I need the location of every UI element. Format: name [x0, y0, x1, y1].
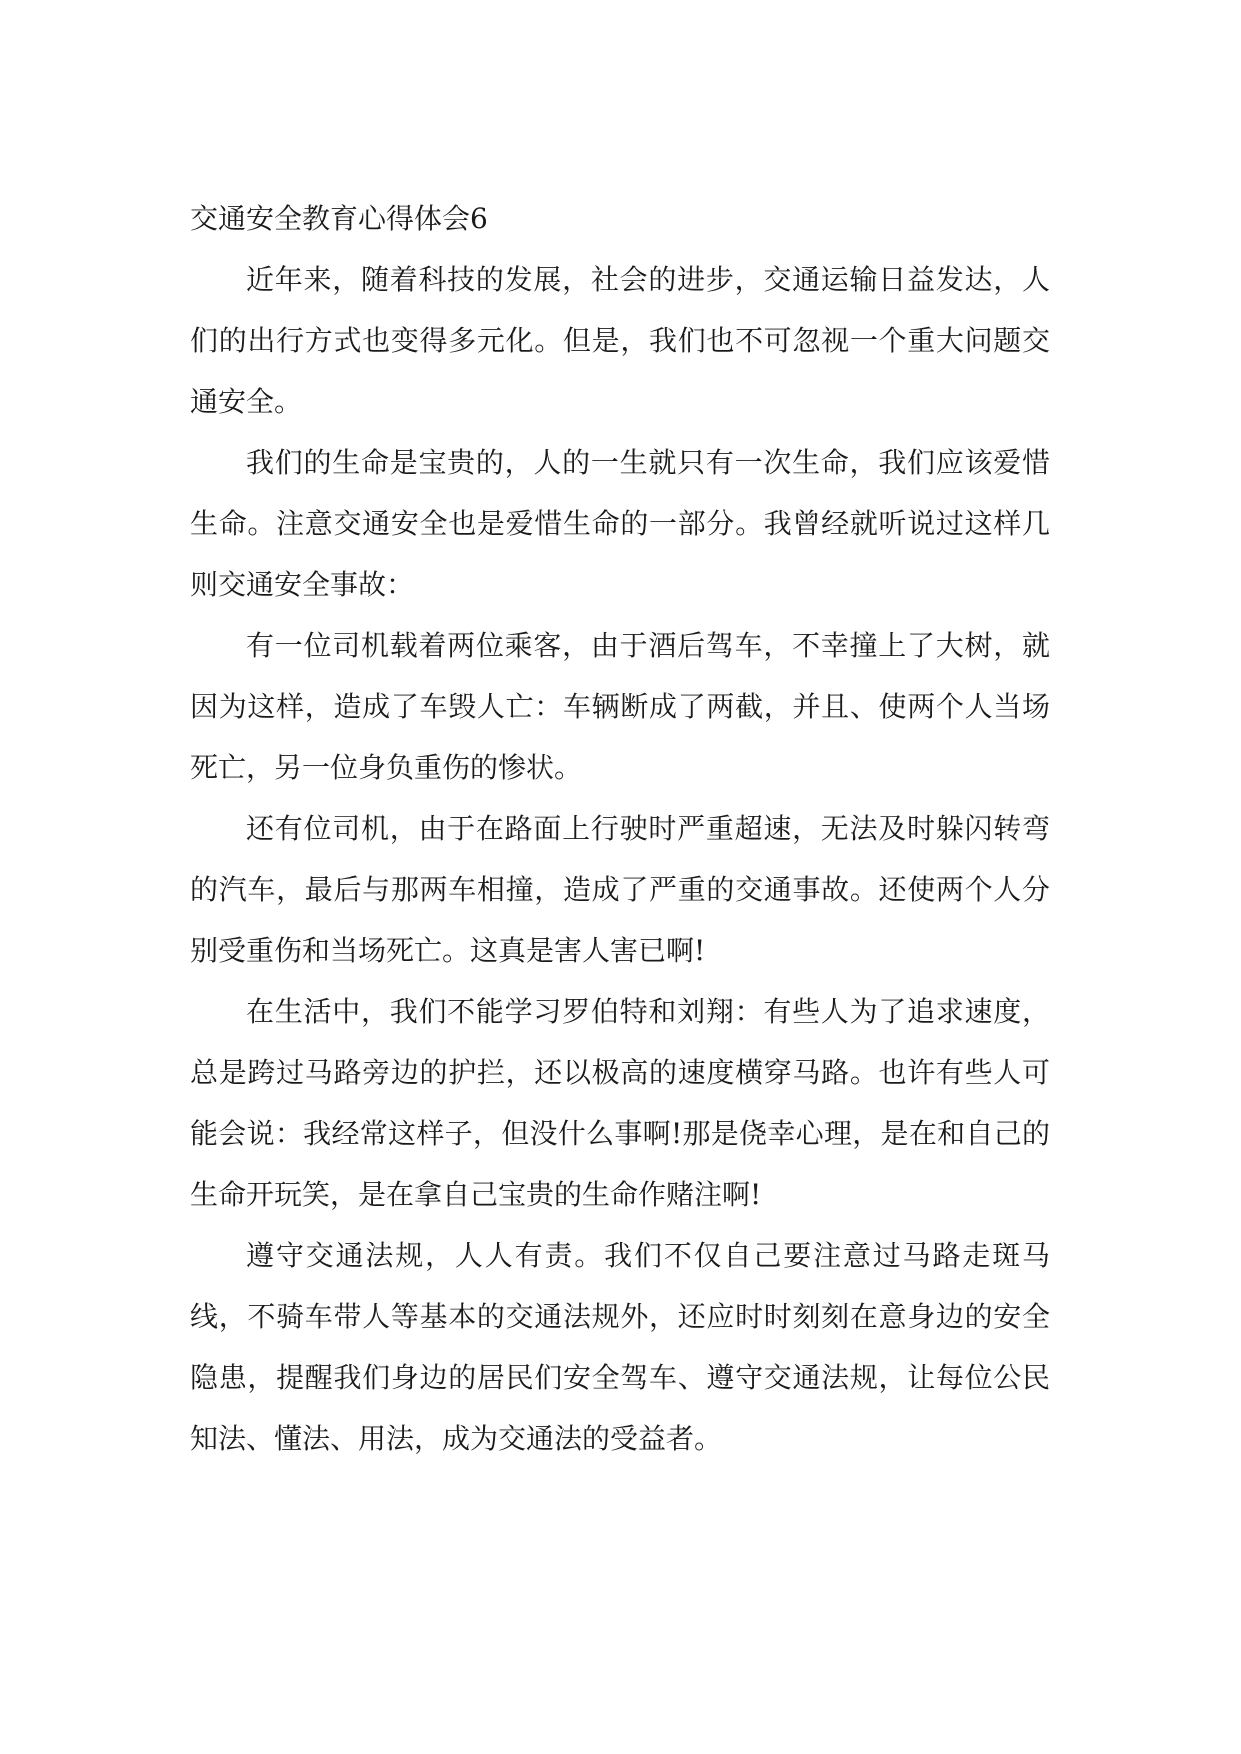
paragraph-5: 在生活中，我们不能学习罗伯特和刘翔：有些人为了追求速度，总是跨过马路旁边的护拦，还以极高的速度横穿马路。也许有些人可能会说：我经常这样子，但没什么事啊!那是侥幸心理，是在和自己的生命开玩笑，是在拿自己宝贵的生命作赌注啊!: [190, 995, 1050, 1211]
paragraph-6: 遵守交通法规，人人有责。我们不仅自己要注意过马路走斑马线，不骑车带人等基本的交通法规外，还应时时刻刻在意身边的安全隐患，提醒我们身边的居民们安全驾车、遵守交通法规，让每位公民知法、懂法、用法，成为交通法的受益者。: [190, 1239, 1050, 1455]
document-title: 交通安全教育心得体会6: [190, 202, 488, 235]
paragraph-2: 我们的生命是宝贵的，人的一生就只有一次生命，我们应该爱惜生命。注意交通安全也是爱惜生命的一部分。我曾经就听说过这样几则交通安全事故：: [190, 446, 1050, 601]
paragraph-3: 有一位司机载着两位乘客，由于酒后驾车，不幸撞上了大树，就因为这样，造成了车毁人亡：车辆断成了两截，并且、使两个人当场死亡，另一位身负重伤的惨状。: [190, 629, 1050, 784]
paragraph-1: 近年来，随着科技的发展，社会的进步，交通运输日益发达，人们的出行方式也变得多元化。但是，我们也不可忽视一个重大问题交通安全。: [190, 263, 1050, 418]
document-body: [190, 188, 1050, 1469]
paragraph-4: 还有位司机，由于在路面上行驶时严重超速，无法及时躲闪转弯的汽车，最后与那两车相撞，造成了严重的交通事故。还使两个人分别受重伤和当场死亡。这真是害人害已啊!: [190, 812, 1050, 967]
